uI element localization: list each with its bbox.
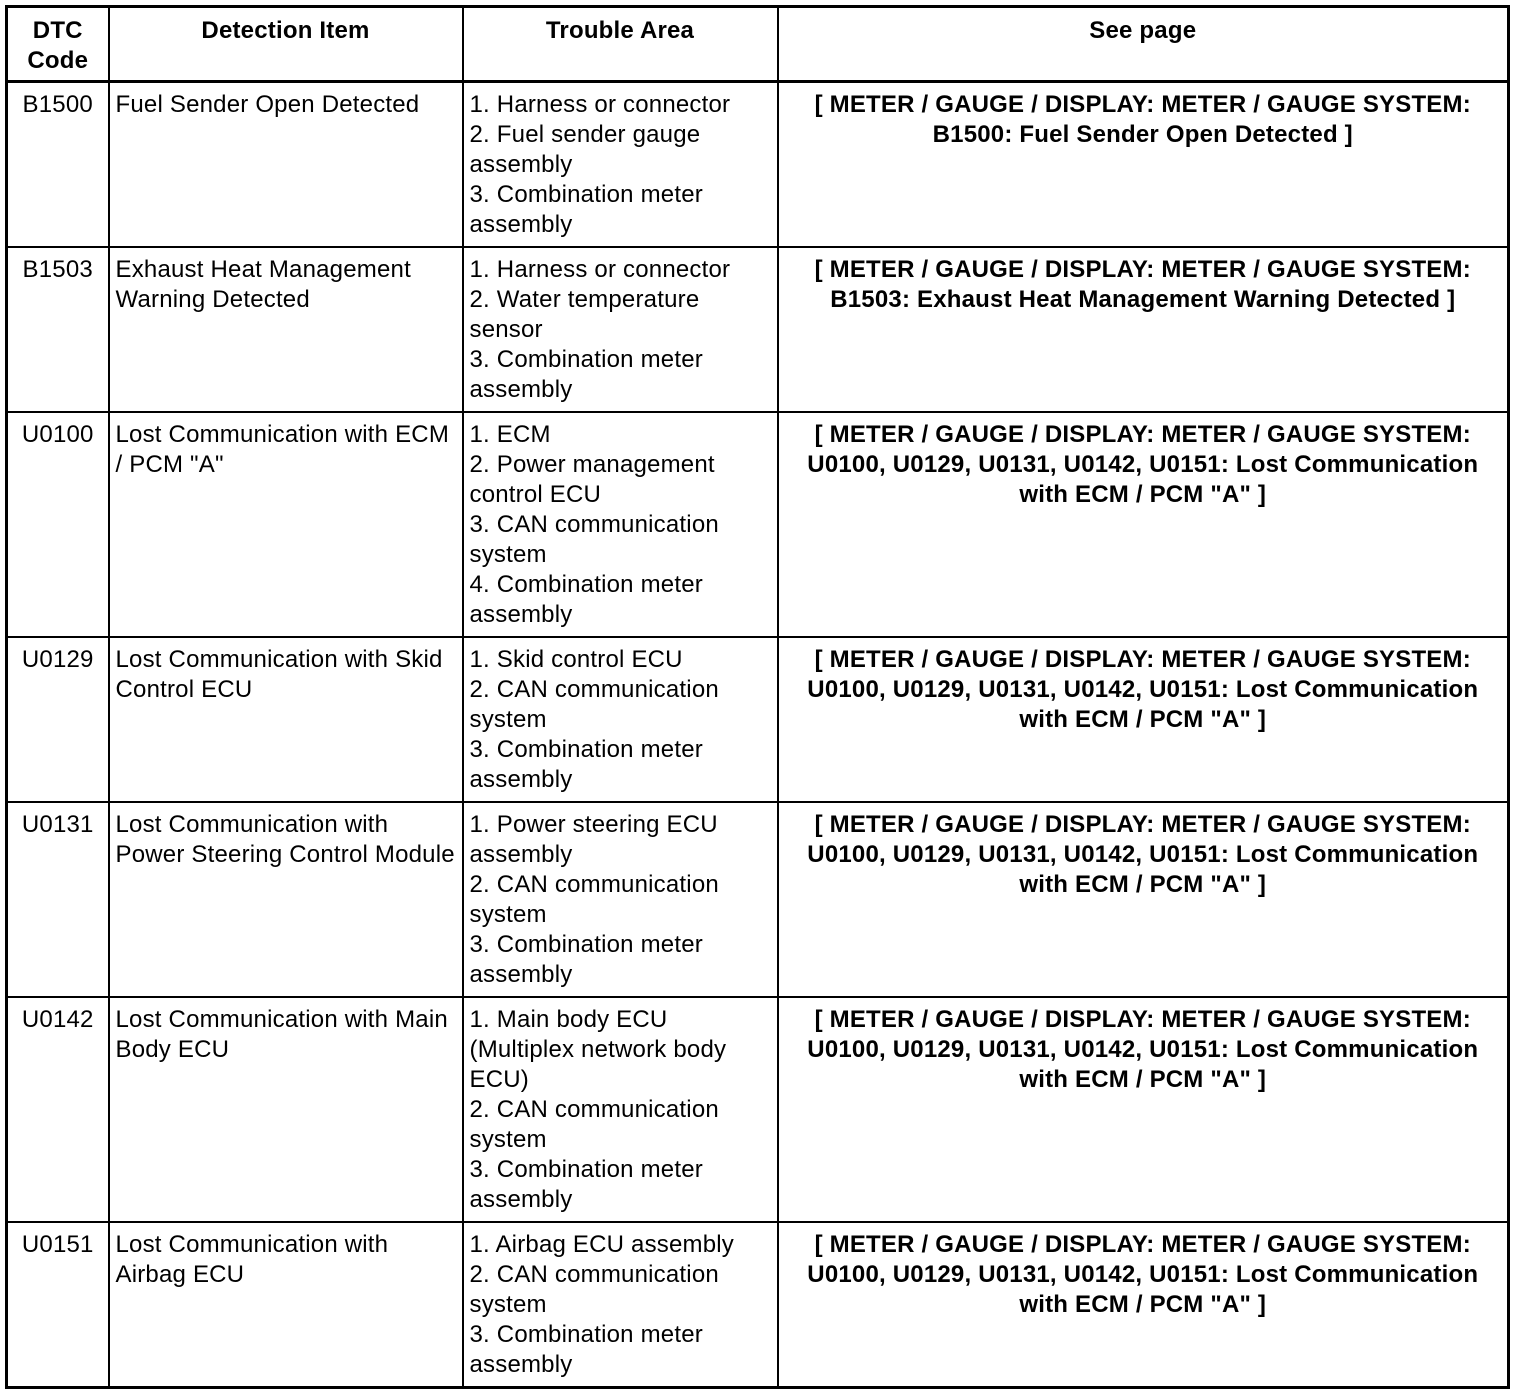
trouble-area-line: 3. Combination meter assembly — [469, 181, 703, 238]
table-row — [7, 247, 1509, 412]
dtc-table — [5, 5, 1510, 1389]
detection-item-cell: Lost Communication with Skid Control ECU — [109, 637, 463, 802]
table-header — [7, 7, 1509, 82]
trouble-area-cell — [463, 412, 778, 637]
detection-item-cell: Lost Communication with ECM / PCM "A" — [109, 412, 463, 637]
trouble-area-line: 1. Main body ECU (Multiplex network body ECU) — [469, 1006, 727, 1093]
table-body — [7, 82, 1509, 1388]
trouble-area-cell — [463, 247, 778, 412]
dtc-table-container — [5, 5, 1510, 1389]
trouble-area-cell — [463, 637, 778, 802]
detection-item-cell: Exhaust Heat Management Warning Detected — [109, 247, 463, 412]
detection-item-cell: Lost Communication with Power Steering Control Module — [109, 802, 463, 997]
see-page-link[interactable]: [ METER / GAUGE / DISPLAY: METER / GAUGE SYSTEM: B1500: Fuel Sender Open Detected ] — [778, 82, 1509, 248]
header-dtc-code: DTC Code — [7, 7, 109, 82]
trouble-area-line: 1. Power steering ECU assembly — [469, 811, 718, 868]
detection-item-cell: Fuel Sender Open Detected — [109, 82, 463, 248]
trouble-area-line: 2. CAN communication system — [469, 1261, 719, 1318]
dtc-code-cell: U0100 — [7, 412, 109, 637]
trouble-area-line: 3. Combination meter assembly — [469, 736, 703, 793]
trouble-area-line: 3. Combination meter assembly — [469, 1156, 703, 1213]
trouble-area-line: 3. Combination meter assembly — [469, 346, 703, 403]
trouble-area-line: 1. ECM — [469, 421, 551, 448]
see-page-link[interactable]: [ METER / GAUGE / DISPLAY: METER / GAUGE SYSTEM: U0100, U0129, U0131, U0142, U0151: Lost Communication with ECM / PCM "A" ] — [778, 1222, 1509, 1388]
see-page-link[interactable]: [ METER / GAUGE / DISPLAY: METER / GAUGE SYSTEM: B1503: Exhaust Heat Management Warning Detected ] — [778, 247, 1509, 412]
header-see-page: See page — [778, 7, 1509, 82]
dtc-code-cell: U0131 — [7, 802, 109, 997]
see-page-link[interactable]: [ METER / GAUGE / DISPLAY: METER / GAUGE SYSTEM: U0100, U0129, U0131, U0142, U0151: Lost Communication with ECM / PCM "A" ] — [778, 997, 1509, 1222]
dtc-code-cell: U0129 — [7, 637, 109, 802]
trouble-area-line: 2. Fuel sender gauge assembly — [469, 121, 701, 178]
trouble-area-line: 2. CAN communication system — [469, 676, 719, 733]
see-page-link[interactable]: [ METER / GAUGE / DISPLAY: METER / GAUGE SYSTEM: U0100, U0129, U0131, U0142, U0151: Lost Communication with ECM / PCM "A" ] — [778, 802, 1509, 997]
trouble-area-cell — [463, 997, 778, 1222]
detection-item-cell: Lost Communication with Main Body ECU — [109, 997, 463, 1222]
trouble-area-line: 3. CAN communication system — [469, 511, 719, 568]
dtc-code-cell: B1500 — [7, 82, 109, 248]
trouble-area-cell — [463, 82, 778, 248]
trouble-area-line: 1. Harness or connector — [469, 91, 731, 118]
header-row — [7, 7, 1509, 82]
table-row — [7, 412, 1509, 637]
table-row — [7, 637, 1509, 802]
trouble-area-line: 1. Airbag ECU assembly — [469, 1231, 735, 1258]
trouble-area-line: 3. Combination meter assembly — [469, 931, 703, 988]
see-page-link[interactable]: [ METER / GAUGE / DISPLAY: METER / GAUGE SYSTEM: U0100, U0129, U0131, U0142, U0151: Lost Communication with ECM / PCM "A" ] — [778, 412, 1509, 637]
trouble-area-cell — [463, 1222, 778, 1388]
table-row — [7, 997, 1509, 1222]
trouble-area-cell — [463, 802, 778, 997]
trouble-area-line: 3. Combination meter assembly — [469, 1321, 703, 1378]
dtc-code-cell: U0142 — [7, 997, 109, 1222]
dtc-code-cell: B1503 — [7, 247, 109, 412]
see-page-link[interactable]: [ METER / GAUGE / DISPLAY: METER / GAUGE SYSTEM: U0100, U0129, U0131, U0142, U0151: Lost Communication with ECM / PCM "A" ] — [778, 637, 1509, 802]
trouble-area-line: 2. CAN communication system — [469, 1096, 719, 1153]
trouble-area-line: 1. Harness or connector — [469, 256, 731, 283]
trouble-area-line: 2. CAN communication system — [469, 871, 719, 928]
trouble-area-line: 2. Water temperature sensor — [469, 286, 700, 343]
trouble-area-line: 1. Skid control ECU — [469, 646, 683, 673]
trouble-area-line: 4. Combination meter assembly — [469, 571, 703, 628]
header-trouble-area: Trouble Area — [463, 7, 778, 82]
header-detection-item: Detection Item — [109, 7, 463, 82]
detection-item-cell: Lost Communication with Airbag ECU — [109, 1222, 463, 1388]
dtc-code-cell: U0151 — [7, 1222, 109, 1388]
table-row — [7, 1222, 1509, 1388]
trouble-area-line: 2. Power management control ECU — [469, 451, 715, 508]
table-row — [7, 802, 1509, 997]
table-row — [7, 82, 1509, 248]
